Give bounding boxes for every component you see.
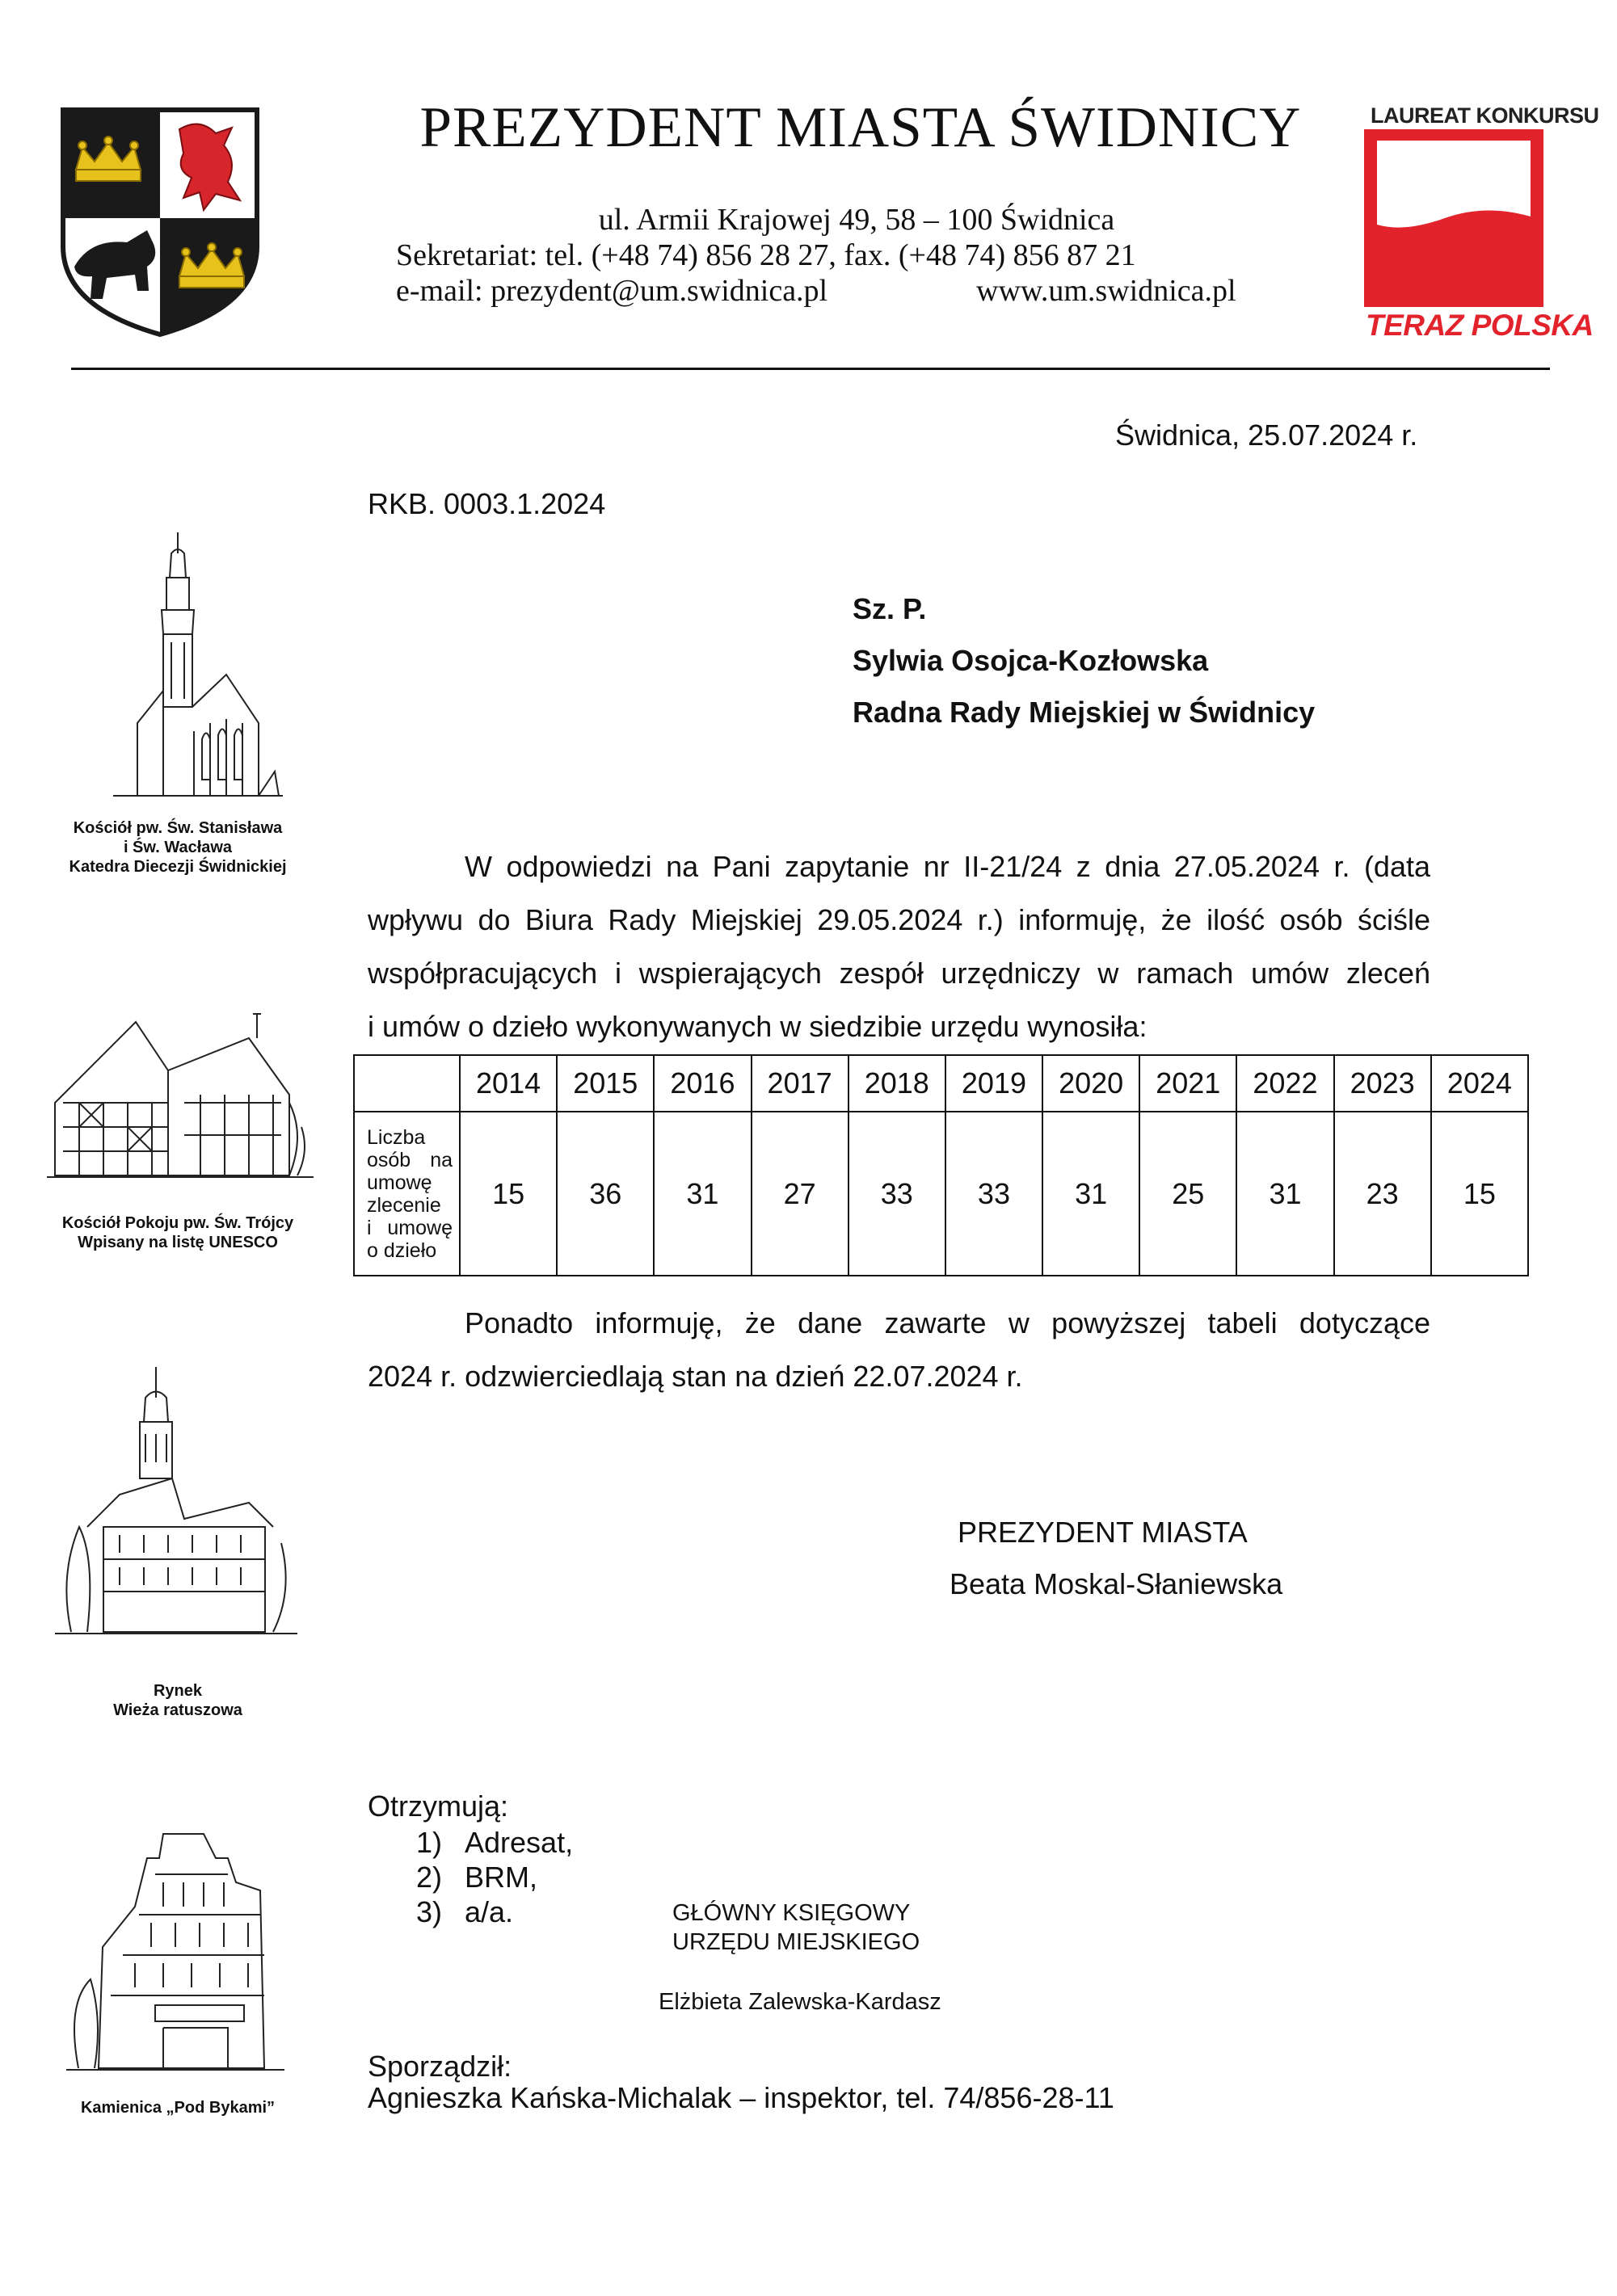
prepared-heading: Sporządził: bbox=[368, 2050, 512, 2083]
value-cell: 33 bbox=[945, 1112, 1042, 1276]
table-corner-cell bbox=[354, 1055, 460, 1112]
year-cell: 2024 bbox=[1431, 1055, 1528, 1112]
crown-icon bbox=[76, 137, 141, 181]
accountant-name: Elżbieta Zalewska-Kardasz bbox=[659, 1989, 941, 2015]
year-cell: 2018 bbox=[849, 1055, 945, 1112]
header-divider bbox=[71, 368, 1550, 370]
value-cell: 23 bbox=[1334, 1112, 1431, 1276]
year-cell: 2023 bbox=[1334, 1055, 1431, 1112]
email-contact: e-mail: prezydent@um.swidnica.pl bbox=[396, 274, 828, 308]
list-number: 1) bbox=[416, 1826, 443, 1859]
table-header-row bbox=[354, 1055, 1528, 1112]
value-cell: 25 bbox=[1139, 1112, 1236, 1276]
list-number: 3) bbox=[416, 1895, 443, 1928]
accountant-title: GŁÓWNY KSIĘGOWY bbox=[672, 1900, 911, 1926]
value-cell: 15 bbox=[460, 1112, 557, 1276]
value-cell: 27 bbox=[752, 1112, 849, 1276]
town-hall-tower-illustration bbox=[55, 1365, 297, 1648]
award-label: LAUREAT KONKURSU bbox=[1371, 103, 1599, 128]
contracts-table bbox=[353, 1054, 1529, 1276]
row-label: Liczba osób na umowę zlecenie i umowę o dzieło bbox=[354, 1112, 460, 1276]
caption-cathedral: Kościół pw. Św. Stanisława i Św. Wacława Katedra Diecezji Świdnickiej bbox=[69, 819, 287, 876]
teraz-polska-logo bbox=[1364, 129, 1543, 307]
year-cell: 2021 bbox=[1139, 1055, 1236, 1112]
year-cell: 2022 bbox=[1236, 1055, 1333, 1112]
paragraph-line: 2024 r. odzwierciedlają stan na dzień 22.07.2024 r. bbox=[368, 1360, 1023, 1393]
crown-icon bbox=[179, 243, 244, 288]
value-cell: 31 bbox=[1236, 1112, 1333, 1276]
secretariat-contact: Sekretariat: tel. (+48 74) 856 28 27, fax. (+48 74) 856 87 21 bbox=[396, 238, 1136, 272]
list-item: Adresat, bbox=[465, 1826, 574, 1859]
value-cell: 15 bbox=[1431, 1112, 1528, 1276]
recipient-name: Sylwia Osojca-Kozłowska bbox=[853, 644, 1209, 677]
recipient-role: Radna Rady Miejskiej w Świdnicy bbox=[853, 696, 1316, 729]
recipients-heading: Otrzymują: bbox=[368, 1789, 509, 1823]
list-number: 2) bbox=[416, 1861, 443, 1894]
page-title: PREZYDENT MIASTA ŚWIDNICY bbox=[419, 96, 1302, 159]
list-item: a/a. bbox=[465, 1895, 514, 1928]
website: www.um.swidnica.pl bbox=[976, 274, 1236, 308]
paragraph-line: współpracujących i wspierających zespół urzędniczy w ramach umów zleceń bbox=[368, 957, 1430, 990]
caption-pod-bykami: Kamienica „Pod Bykami” bbox=[80, 2099, 276, 2117]
prepared-by: Agnieszka Kańska-Michalak – inspektor, tel. 74/856-28-11 bbox=[368, 2081, 1114, 2114]
paragraph-line: Ponadto informuję, że dane zawarte w powyższej tabeli dotyczące bbox=[465, 1306, 1430, 1339]
value-cell: 31 bbox=[1042, 1112, 1139, 1276]
signature-name: Beata Moskal-Słaniewska bbox=[950, 1567, 1283, 1600]
value-cell: 31 bbox=[654, 1112, 751, 1276]
address: ul. Armii Krajowej 49, 58 – 100 Świdnica bbox=[598, 203, 1115, 237]
signature-title: PREZYDENT MIASTA bbox=[958, 1516, 1248, 1549]
recipient-salutation: Sz. P. bbox=[853, 592, 927, 625]
paragraph-line: i umów o dzieło wykonywanych w siedzibie urzędu wynosiła: bbox=[368, 1010, 1147, 1043]
reference-number: RKB. 0003.1.2024 bbox=[368, 487, 606, 520]
place-date: Świdnica, 25.07.2024 r. bbox=[1115, 418, 1418, 452]
caption-town-hall: Rynek Wieża ratuszowa bbox=[113, 1682, 242, 1719]
value-cell: 33 bbox=[849, 1112, 945, 1276]
year-cell: 2015 bbox=[557, 1055, 654, 1112]
table-row bbox=[354, 1112, 1528, 1276]
accountant-office: URZĘDU MIEJSKIEGO bbox=[672, 1929, 920, 1955]
cathedral-illustration bbox=[113, 529, 283, 808]
list-item: BRM, bbox=[465, 1861, 537, 1894]
caption-church-of-peace: Kościół Pokoju pw. Św. Trójcy Wpisany na listę UNESCO bbox=[61, 1214, 294, 1251]
church-of-peace-illustration bbox=[47, 1006, 314, 1192]
value-cell: 36 bbox=[557, 1112, 654, 1276]
year-cell: 2014 bbox=[460, 1055, 557, 1112]
pod-bykami-house-illustration bbox=[66, 1826, 284, 2080]
paragraph-line: wpływu do Biura Rady Miejskiej 29.05.2024 r.) informuję, że ilość osób ściśle bbox=[368, 903, 1430, 936]
year-cell: 2017 bbox=[752, 1055, 849, 1112]
year-cell: 2020 bbox=[1042, 1055, 1139, 1112]
year-cell: 2016 bbox=[654, 1055, 751, 1112]
paragraph-line: W odpowiedzi na Pani zapytanie nr II-21/24 z dnia 27.05.2024 r. (data bbox=[465, 850, 1430, 883]
award-name: TERAZ POLSKA bbox=[1366, 309, 1594, 342]
year-cell: 2019 bbox=[945, 1055, 1042, 1112]
